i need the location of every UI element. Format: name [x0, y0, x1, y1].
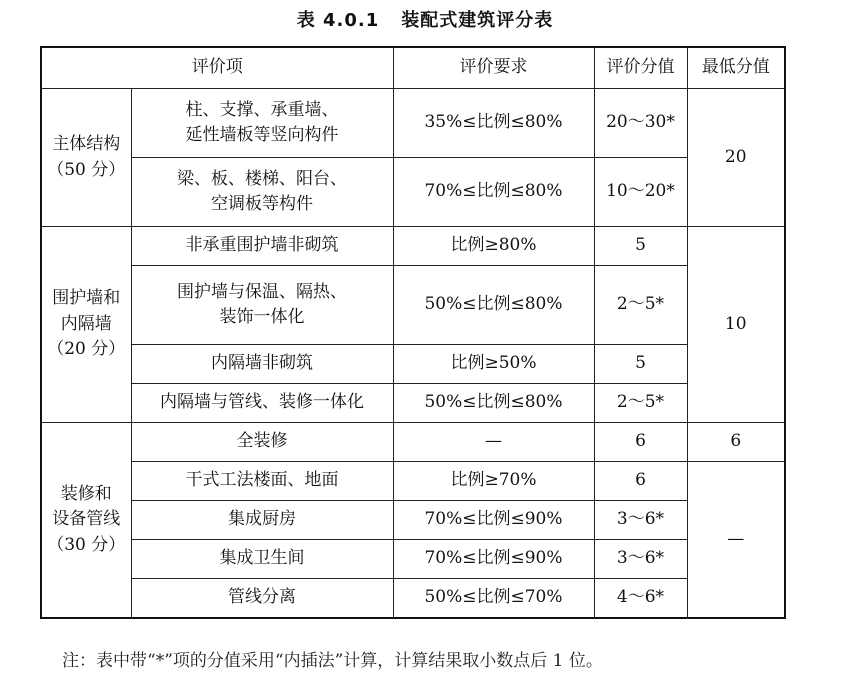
item-line: 空调板等构件 — [211, 194, 313, 214]
group-name-line: （30 分） — [47, 534, 126, 555]
group-name-line: 装修和 — [60, 483, 112, 504]
score-cell: 4～6* — [594, 579, 687, 618]
min-score-cell: 10 — [687, 227, 785, 423]
requirement-cell: 50%≤比例≤70% — [393, 579, 594, 618]
requirement-cell: 比例≥50% — [393, 345, 594, 384]
group-name-line: 内隔墙 — [60, 313, 112, 334]
item-line: 内隔墙与管线、装修一体化 — [160, 392, 364, 413]
header-min-score: 最低分值 — [687, 47, 785, 89]
table-row — [41, 423, 785, 462]
item-cell — [131, 540, 393, 579]
item-line: 集成卫生间 — [219, 548, 305, 569]
header-score: 评价分值 — [594, 47, 687, 89]
item-line: 围护墙与保温、隔热、 — [177, 281, 347, 302]
min-score-cell: — — [687, 462, 785, 618]
score-cell: 20～30* — [594, 89, 687, 158]
table-title-text: 装配式建筑评分表 — [401, 10, 554, 31]
item-cell — [131, 227, 393, 266]
item-cell — [131, 384, 393, 423]
group-name-cell — [41, 423, 131, 618]
item-cell — [131, 462, 393, 501]
min-score-cell: 20 — [687, 89, 785, 227]
score-cell: 5 — [594, 227, 687, 266]
item-line: 延性墙板等竖向构件 — [185, 125, 339, 145]
item-line: 管线分离 — [228, 587, 296, 607]
requirement-cell: 70%≤比例≤80% — [393, 158, 594, 227]
item-cell — [131, 158, 393, 227]
requirement-cell: — — [393, 423, 594, 462]
item-line: 装饰一体化 — [219, 307, 305, 327]
header-requirement: 评价要求 — [393, 47, 594, 89]
header-row — [41, 47, 785, 89]
table-title — [0, 6, 850, 32]
group-name-line: 设备管线 — [52, 509, 121, 529]
table-row — [41, 540, 785, 579]
item-cell — [131, 89, 393, 158]
header-item: 评价项 — [41, 47, 393, 89]
table-number: 表 4.0.1 — [296, 10, 380, 31]
item-cell — [131, 345, 393, 384]
item-line: 柱、支撑、承重墙、 — [185, 99, 339, 120]
item-line: 非承重围护墙非砌筑 — [185, 235, 339, 256]
group-name-cell — [41, 227, 131, 423]
item-line: 集成厨房 — [228, 509, 296, 530]
item-line: 干式工法楼面、地面 — [185, 470, 339, 491]
table-row — [41, 462, 785, 501]
requirement-cell: 35%≤比例≤80% — [393, 89, 594, 158]
score-cell: 2～5* — [594, 266, 687, 345]
score-cell: 2～5* — [594, 384, 687, 423]
score-cell: 6 — [594, 423, 687, 462]
score-cell: 3～6* — [594, 501, 687, 540]
requirement-cell: 70%≤比例≤90% — [393, 540, 594, 579]
requirement-cell: 70%≤比例≤90% — [393, 501, 594, 540]
min-score-cell: 6 — [687, 423, 785, 462]
item-cell — [131, 266, 393, 345]
score-cell: 10～20* — [594, 158, 687, 227]
table-row — [41, 345, 785, 384]
table-row — [41, 501, 785, 540]
score-cell: 5 — [594, 345, 687, 384]
item-line: 梁、板、楼梯、阳台、 — [177, 168, 347, 189]
requirement-cell: 比例≥70% — [393, 462, 594, 501]
group-name-line: 主体结构 — [52, 134, 121, 154]
table-row — [41, 384, 785, 423]
item-cell — [131, 423, 393, 462]
group-name-line: （50 分） — [47, 159, 126, 180]
item-cell — [131, 579, 393, 618]
item-line: 内隔墙非砌筑 — [211, 353, 313, 374]
requirement-cell: 50%≤比例≤80% — [393, 384, 594, 423]
score-cell: 6 — [594, 462, 687, 501]
table-row — [41, 579, 785, 618]
group-name-line: （20 分） — [47, 339, 126, 360]
item-cell — [131, 501, 393, 540]
score-cell: 3～6* — [594, 540, 687, 579]
table-row — [41, 266, 785, 345]
table-row — [41, 227, 785, 266]
table-row — [41, 89, 785, 158]
table-note: 注：表中带“*”项的分值采用“内插法”计算，计算结果取小数点后 1 位。 — [62, 651, 603, 671]
scoring-table — [40, 46, 786, 619]
group-name-cell — [41, 89, 131, 227]
requirement-cell: 50%≤比例≤80% — [393, 266, 594, 345]
requirement-cell: 比例≥80% — [393, 227, 594, 266]
item-line: 全装修 — [236, 431, 288, 452]
table-row — [41, 158, 785, 227]
group-name-line: 围护墙和 — [52, 288, 121, 309]
